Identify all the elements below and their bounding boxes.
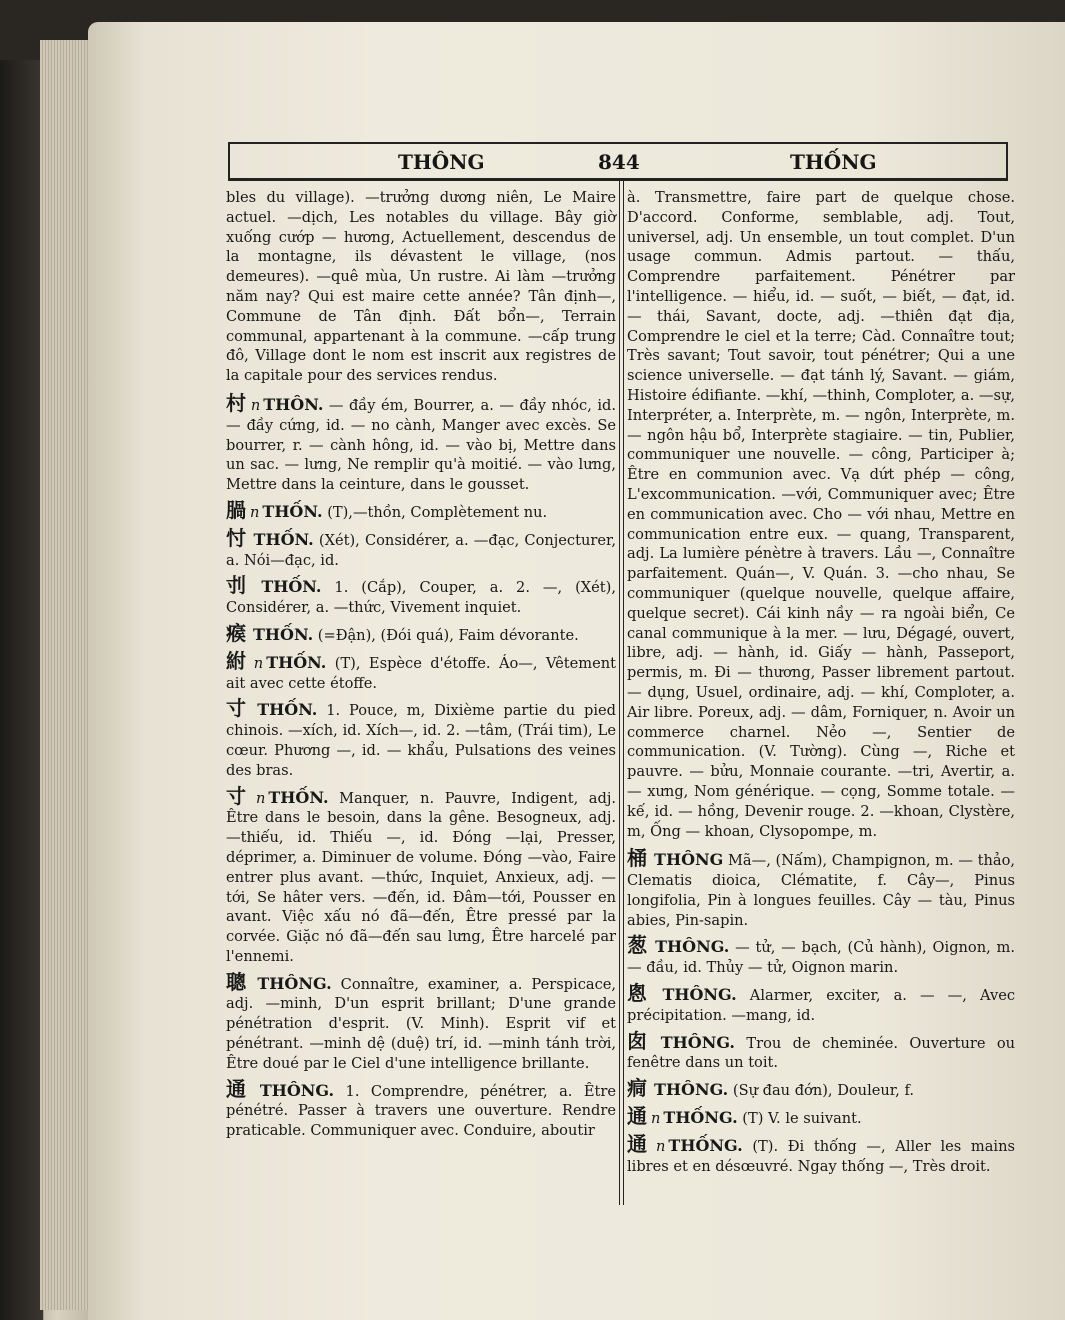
headword: THÔN. — [263, 394, 324, 414]
right-column — [627, 188, 1015, 1182]
headword: THỐN. — [261, 577, 322, 597]
dictionary-entry — [627, 1104, 1015, 1129]
chinese-character: 桶 — [627, 846, 648, 871]
headword: THỐN. — [257, 700, 318, 720]
chinese-character: 寸 — [226, 696, 251, 721]
dictionary-entry — [627, 846, 1015, 930]
dictionary-entry — [226, 573, 617, 618]
headword: THÔNG. — [257, 973, 332, 993]
chinese-character: 囱 — [627, 1028, 654, 1053]
definition: Manquer, n. Pauvre, Indigent, adj. Être dans le besoin, dans la gêne. Besogneux, adj. —thiếu, id. Thiếu —, id. Đóng —lại, Presser, déprimer, a. Diminuer de volume. Đóng —vào, Faire entrer plus avant. —thức, Inquiet, Anxieux, adj. —tới, Se hâter vers. —đến, id. Đâm—tới, Pousser en avant. Việc xấu nó đã—đến, Être pressé par la corvée. Giặc nó đã—đến sau lưng, Être harcelé par l'ennemi. — [226, 789, 617, 965]
dictionary-entry — [226, 620, 616, 646]
chinese-character: 腡 — [226, 497, 246, 522]
headword: THỐN. — [253, 529, 314, 549]
chinese-character: 村 — [226, 390, 247, 415]
dictionary-entry — [226, 1076, 617, 1141]
part-of-speech: n — [255, 789, 266, 807]
definition: Connaître, examiner, a. Perspicace, adj. —minh, D'un esprit brillant; D'une grande pénétration d'esprit. (V. Minh). Esprit vif et pénétrant. —minh dệ (duệ) trí, id. —minh tánh trời, Être doué par le Ciel d'une intelligence brillante. — [226, 975, 617, 1072]
definition: — đầy ém, Bourrer, a. — đầy nhóc, id. — đầy cứng, id. — no cành, Manger avec excès. Se bourrer, r. — cành hông, id. — vào bị, Mettre dans un sac. — lưng, Ne remplir qu'à moitié. — vào lưng, Mettre dans la ceinture, dans le gousset. — [226, 396, 616, 494]
headword: THỐN. — [266, 652, 327, 672]
chinese-character: 紨 — [226, 648, 250, 673]
headword: THÔNG. — [660, 1032, 735, 1052]
chinese-character: 痌 — [627, 1076, 647, 1101]
dictionary-entry — [627, 981, 1016, 1026]
left-column — [226, 188, 616, 1147]
headword: THÔNG — [654, 850, 724, 870]
headword: THỐN. — [268, 787, 329, 807]
headword: THỐNG. — [668, 1135, 743, 1155]
chinese-character: 刌 — [226, 573, 255, 598]
chinese-character: 寸 — [226, 783, 252, 808]
dictionary-entry — [226, 969, 617, 1074]
definition: Alarmer, exciter, a. — —, Avec précipitation. —mang, id. — [627, 987, 1016, 1024]
definition: (T),—thồn, Complètement nu. — [327, 503, 548, 521]
dictionary-entry — [627, 933, 1015, 978]
part-of-speech: n — [250, 503, 260, 521]
headword: THÔNG. — [259, 1080, 335, 1100]
chinese-character: 聰 — [226, 969, 251, 994]
dictionary-entry — [226, 525, 616, 571]
definition: — tử, — bạch, (Củ hành), Oignon, m. — đầu, id. Thủy — tử, Oignon marin. — [627, 939, 1015, 977]
dictionary-entry — [627, 1028, 1016, 1074]
definition: Trou de cheminée. Ouverture ou fenêtre dans un toit. — [627, 1034, 1016, 1072]
definition: 1. Pouce, m, Dixième partie du pied chinois. —xích, id. Xích—, id. 2. —tâm, (Trái tim), Le cœur. Phương —, id. — khẩu, Pulsations des veines des bras. — [226, 702, 617, 779]
continuation-text: à. Transmettre, faire part de quelque chose. D'accord. Conforme, semblable, adj. Tout, universel, adj. Un ensemble, un tout complet. D'un usage commun. Admis partout. — thấu, Comprendre parfaitement. Pénétrer par l'intelligence. — hiểu, id. — suốt, — biết, — đạt, id. — thái, Savant, docte, adj. —thiên đạt địa, Comprendre le ciel et la terre; Càd. Connaître tout; Très savant; Tout savoir, tout pénétrer; Qui a une science universelle. — đạt tánh lý, Savant. — giám, Histoire édifiante. —khí, —thinh, Comploter, a. —sự, Interpréter, a. Interprète, m. — ngôn, Interprète, m. — ngôn hậu bổ, Interprète stagiaire. — tin, Publier, communiquer une nouvelle. — công, Participer à; Être en communion avec. Vạ dứt phép — công, L'excommunication. —với, Communiquer avec; Être en communication avec. Cho — với nhau, Mettre en communication entre eux. — quang, Transparent, adj. La lumière pénètre à travers. Lầu —, Connaître parfaitement. Quán—, V. Quán. 3. —cho nhau, Se communiquer (quelque nouvelle, quelque affaire, quelque secret). Cái kinh nầy — ra ngoài biển, Ce canal communique à la mer. — lưu, Dégagé, ouvert, libre, adj. — hành, id. Giấy — hành, Passeport, permis, m. Đi — thương, Passer librement partout. — dụng, Usuel, ordinaire, adj. — khí, Comploter, a. Air libre. Poreux, adj. — dâm, Forniquer, n. Avoir un commerce charnel. Nẻo —, Sentier de communication. (V. Tường). Cùng —, Riche et pauvre. — bửu, Monnaie courante. —tri, Avertir, a. — xưng, Nom générique. — cọng, Somme totale. — kế, id. — hồng, Devenir rouge. 2. —khoan, Clystère, m, Ống — khoan, Clysopompe, m. — [627, 189, 1015, 840]
definition: 1. Comprendre, pénétrer, a. Être pénétré. Passer à travers une ouverture. Rendre praticable. Communiquer avec. Conduire, aboutir — [226, 1082, 617, 1140]
chinese-character: 通 — [226, 1076, 253, 1101]
headword: THỐN. — [262, 501, 323, 521]
chinese-character: 瘊 — [226, 620, 246, 645]
chinese-character: 悤 — [627, 981, 656, 1006]
column-divider — [619, 180, 624, 1205]
headword: THỐN. — [253, 624, 314, 644]
definition: (Xét), Considérer, a. —đạc, Conjecturer, a. Nói—đạc, id. — [226, 531, 616, 569]
definition: Mã—, (Nấm), Champignon, m. — thảo, Clematis dioica, Clématite, f. Cây—, Pinus longifolia, Pin à longues feuilles. Cây — tàu, Pinus abies, Pin-sapin. — [627, 852, 1015, 929]
dictionary-entry — [226, 696, 617, 780]
dictionary-entry — [226, 648, 617, 694]
dictionary-entry — [627, 1131, 1015, 1177]
continuation-text: bles du village). —trưởng dương niên, Le Maire actuel. —dịch, Les notables du village. Bây giờ xuống cướp — hương, Actuellement, descendus de la montagne, ils dévastent le village, (nos demeures). —quê mùa, Un rustre. Ai làm —trưởng năm nay? Qui est maire cette année? Tân định—, Commune de Tân định. Đất bổn—, Terrain communal, appartenant à la commune. —cấp trung đô, Village dont le nom est inscrit aux registres de la capitale pour des services rendus. — [226, 189, 616, 385]
chinese-character: 通 — [627, 1104, 647, 1129]
headword: THÔNG. — [662, 985, 737, 1005]
definition: (T). Đi thống —, Aller les mains libres et en désœuvré. Ngay thống —, Très droit. — [627, 1137, 1015, 1175]
chinese-character: 葱 — [627, 933, 649, 958]
headword: THÔNG. — [654, 1080, 729, 1100]
definition: (T), Espèce d'étoffe. Áo—, Vêtement ait avec cette étoffe. — [226, 654, 617, 692]
part-of-speech: n — [250, 396, 261, 414]
definition: (Sự đau đớn), Douleur, f. — [732, 1082, 914, 1100]
headword: THÔNG. — [655, 937, 730, 957]
dictionary-entry — [226, 783, 617, 967]
header-left-word: THÔNG — [398, 150, 485, 174]
definition: 1. (Cắp), Couper, a. 2. —, (Xét), Considérer, a. —thức, Vivement inquiet. — [226, 579, 617, 617]
definition: (=Đận), (Đói quá), Faim dévorante. — [317, 626, 579, 644]
dictionary-entry — [226, 497, 616, 523]
part-of-speech: n — [656, 1137, 666, 1155]
chinese-character: 通 — [627, 1131, 653, 1156]
dictionary-entry — [627, 1076, 1015, 1101]
definition: (T) V. le suivant. — [742, 1110, 862, 1128]
dictionary-entry — [226, 390, 616, 495]
headword: THỐNG. — [663, 1108, 738, 1128]
running-header — [228, 142, 1008, 181]
page-number: 844 — [598, 150, 640, 174]
part-of-speech: n — [253, 654, 264, 672]
part-of-speech: n — [651, 1110, 661, 1128]
chinese-character: 忖 — [226, 525, 247, 550]
header-right-word: THỐNG — [790, 150, 877, 174]
